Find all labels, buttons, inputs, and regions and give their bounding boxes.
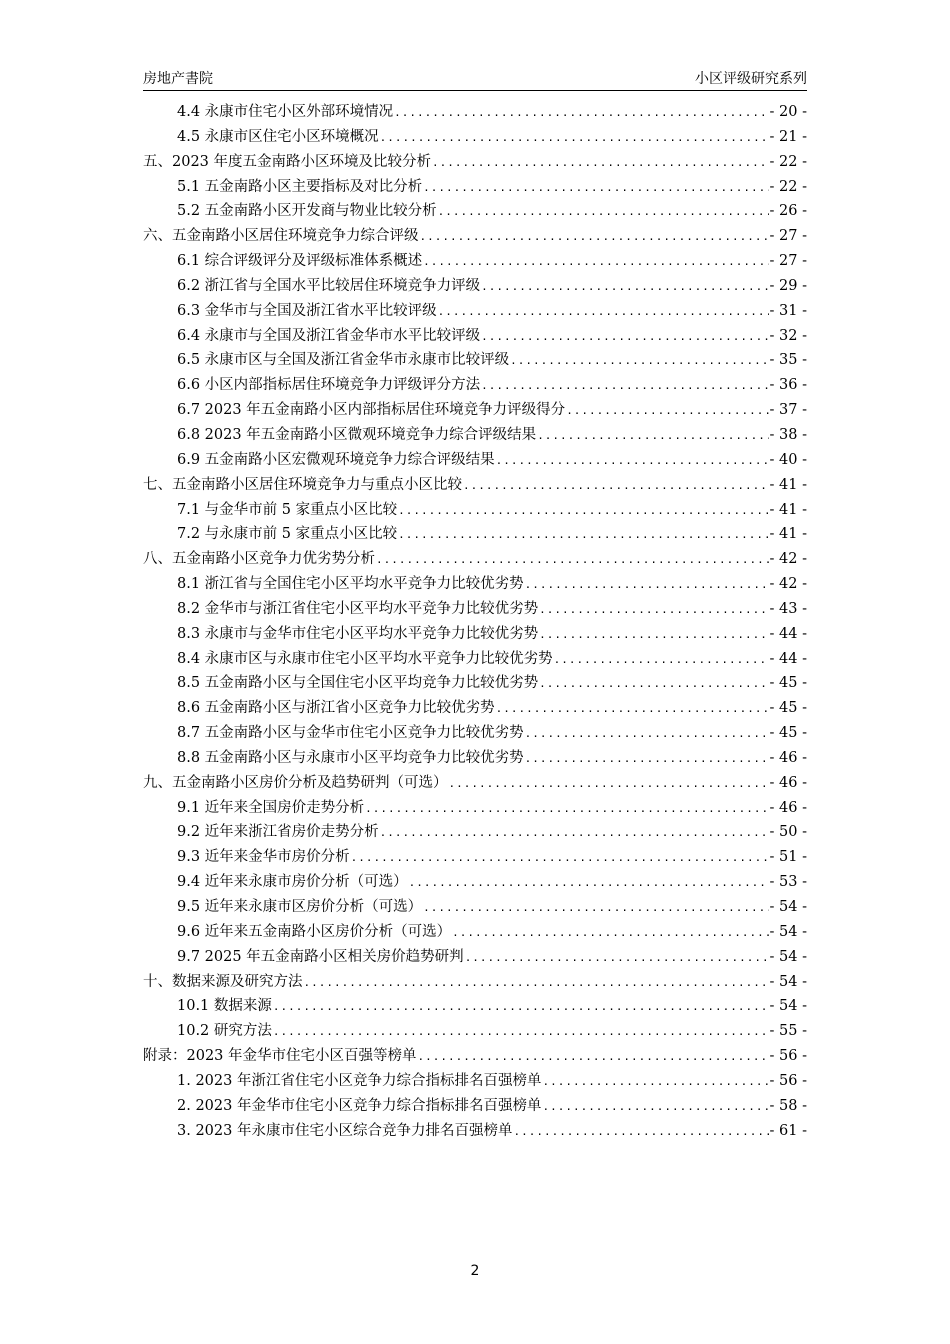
toc-dot-leader <box>513 1120 768 1145</box>
toc-entry-page: - 54 - <box>769 923 807 940</box>
toc-chapter-entry[interactable] <box>143 473 807 498</box>
page-number: 2 <box>470 1263 480 1279</box>
toc-dot-leader <box>525 722 769 747</box>
toc-dot-leader <box>409 871 769 896</box>
toc-entry-page: - 22 - <box>769 178 807 195</box>
toc-dot-leader <box>380 821 769 846</box>
toc-entry-page: - 45 - <box>769 675 807 692</box>
toc-entry-page: - 53 - <box>769 874 807 891</box>
toc-entry-title: 9.3 近年来金华市房价分析 <box>177 849 350 866</box>
toc-entry-title: 10.1 数据来源 <box>177 998 272 1015</box>
toc-dot-leader <box>465 946 769 971</box>
toc-entry-title: 1. 2023 年浙江省住宅小区竞争力综合指标排名百强榜单 <box>177 1072 542 1089</box>
toc-entry-page: - 58 - <box>769 1097 807 1114</box>
toc-dot-leader <box>376 548 769 573</box>
toc-entry-page: - 31 - <box>769 302 807 319</box>
toc-chapter-entry[interactable] <box>143 771 807 796</box>
toc-entry-title: 6.6 小区内部指标居住环境竞争力评级评分方法 <box>177 377 481 394</box>
toc-dot-leader <box>420 225 769 250</box>
toc-entry-page: - 44 - <box>769 650 807 667</box>
toc-section-entry[interactable] <box>143 398 807 423</box>
toc-dot-leader <box>273 1020 769 1045</box>
toc-entry-page: - 27 - <box>769 228 807 245</box>
toc-entry-page: - 27 - <box>769 253 807 270</box>
toc-entry-title: 2. 2023 年金华市住宅小区竞争力综合指标排名百强榜单 <box>177 1097 542 1114</box>
toc-entry-page: - 51 - <box>769 849 807 866</box>
toc-section-entry[interactable] <box>143 920 807 945</box>
toc-dot-leader <box>273 995 769 1020</box>
toc-dot-leader <box>398 523 768 548</box>
toc-section-entry[interactable] <box>143 1069 807 1094</box>
toc-entry-page: - 21 - <box>769 128 807 145</box>
toc-section-entry[interactable] <box>143 299 807 324</box>
toc-dot-leader <box>554 648 769 673</box>
toc-section-entry[interactable] <box>143 1094 807 1119</box>
toc-dot-leader <box>418 1045 769 1070</box>
toc-section-entry[interactable] <box>143 125 807 150</box>
toc-entry-title: 8.5 五金南路小区与全国住宅小区平均竞争力比较优劣势 <box>177 675 539 692</box>
toc-entry-title: 4.5 永康市区住宅小区环境概况 <box>177 128 379 145</box>
toc-entry-page: - 50 - <box>769 824 807 841</box>
page-header <box>143 66 807 91</box>
toc-section-entry[interactable] <box>143 870 807 895</box>
toc-entry-title: 6.2 浙江省与全国水平比较居住环境竞争力评级 <box>177 277 481 294</box>
toc-entry-title: 附录：2023 年金华市住宅小区百强等榜单 <box>143 1048 417 1065</box>
toc-entry-page: - 38 - <box>769 426 807 443</box>
toc-entry-title: 9.7 2025 年五金南路小区相关房价趋势研判 <box>177 948 464 965</box>
header-publisher: 房地产書院 <box>143 71 213 87</box>
toc-dot-leader <box>438 200 769 225</box>
toc-entry-title: 5.2 五金南路小区开发商与物业比较分析 <box>177 203 437 220</box>
toc-entry-page: - 41 - <box>769 526 807 543</box>
toc-entry-title: 5.1 五金南路小区主要指标及对比分析 <box>177 178 423 195</box>
toc-section-entry[interactable] <box>143 895 807 920</box>
toc-dot-leader <box>481 325 768 350</box>
toc-chapter-entry[interactable] <box>143 150 807 175</box>
toc-entry-page: - 36 - <box>769 377 807 394</box>
toc-entry-title: 六、五金南路小区居住环境竞争力综合评级 <box>143 228 419 245</box>
toc-chapter-entry[interactable] <box>143 1044 807 1069</box>
toc-entry-page: - 54 - <box>769 899 807 915</box>
toc-section-entry[interactable] <box>143 994 807 1019</box>
header-series-title: 小区评级研究系列 <box>695 71 807 87</box>
toc-entry-title: 6.5 永康市区与全国及浙江省金华市永康市比较评级 <box>177 352 510 369</box>
toc-entry-title: 8.1 浙江省与全国住宅小区平均水平竞争力比较优劣势 <box>177 576 524 593</box>
toc-entry-page: - 45 - <box>769 725 807 742</box>
toc-entry-page: - 40 - <box>769 451 807 468</box>
toc-entry-title: 9.5 近年来永康市区房价分析（可选） <box>177 899 423 915</box>
toc-section-entry[interactable] <box>143 249 807 274</box>
toc-dot-leader <box>449 772 769 797</box>
toc-dot-leader <box>423 250 768 275</box>
toc-entry-title: 8.2 金华市与浙江省住宅小区平均水平竞争力比较优劣势 <box>177 600 539 617</box>
toc-entry-title: 6.8 2023 年五金南路小区微观环境竞争力综合评级结果 <box>177 426 537 443</box>
toc-section-entry[interactable] <box>143 746 807 771</box>
toc-dot-leader <box>539 598 768 623</box>
toc-entry-title: 10.2 研究方法 <box>177 1023 272 1040</box>
toc-dot-leader <box>525 747 769 772</box>
toc-section-entry[interactable] <box>143 448 807 473</box>
toc-dot-leader <box>525 573 769 598</box>
toc-entry-title: 7.1 与金华市前 5 家重点小区比较 <box>177 501 398 518</box>
toc-entry-page: - 22 - <box>769 153 807 170</box>
toc-section-entry[interactable] <box>143 597 807 622</box>
toc-entry-page: - 41 - <box>769 501 807 518</box>
toc-section-entry[interactable] <box>143 423 807 448</box>
toc-entry-title: 4.4 永康市住宅小区外部环境情况 <box>177 104 394 120</box>
toc-section-entry[interactable] <box>143 522 807 547</box>
toc-dot-leader <box>452 921 768 946</box>
toc-entry-title: 9.6 近年来五金南路小区房价分析（可选） <box>177 923 452 940</box>
toc-entry-page: - 56 - <box>769 1048 807 1065</box>
toc-section-entry[interactable] <box>143 647 807 672</box>
toc-dot-leader <box>542 1070 768 1095</box>
toc-entry-title: 6.9 五金南路小区宏微观环境竞争力综合评级结果 <box>177 451 495 468</box>
toc-entry-page: - 56 - <box>769 1072 807 1089</box>
toc-section-entry[interactable] <box>143 721 807 746</box>
toc-section-entry[interactable] <box>143 671 807 696</box>
toc-dot-leader <box>539 623 768 648</box>
toc-section-entry[interactable] <box>143 100 807 125</box>
toc-entry-title: 十、数据来源及研究方法 <box>143 973 303 990</box>
toc-dot-leader <box>539 672 768 697</box>
toc-section-entry[interactable] <box>143 796 807 821</box>
toc-dot-leader <box>566 399 768 424</box>
toc-entry-page: - 54 - <box>769 998 807 1015</box>
toc-entry-title: 七、五金南路小区居住环境竞争力与重点小区比较 <box>143 476 462 493</box>
toc-entry-page: - 35 - <box>769 352 807 369</box>
toc-dot-leader <box>432 151 769 176</box>
toc-section-entry[interactable] <box>143 845 807 870</box>
toc-section-entry[interactable] <box>143 622 807 647</box>
toc-section-entry[interactable] <box>143 572 807 597</box>
toc-section-entry[interactable] <box>143 1019 807 1044</box>
toc-entry-title: 8.7 五金南路小区与金华市住宅小区竞争力比较优劣势 <box>177 725 524 742</box>
toc-section-entry[interactable] <box>143 324 807 349</box>
toc-entry-page: - 32 - <box>769 327 807 344</box>
toc-entry-page: - 41 - <box>769 476 807 493</box>
toc-section-entry[interactable] <box>143 175 807 200</box>
toc-entry-title: 五、2023 年度五金南路小区环境及比较分析 <box>143 153 432 170</box>
toc-entry-title: 八、五金南路小区竞争力优劣势分析 <box>143 551 375 568</box>
toc-dot-leader <box>537 424 768 449</box>
toc-entry-page: - 46 - <box>769 774 807 791</box>
toc-dot-leader <box>481 374 768 399</box>
table-of-contents <box>143 100 807 1143</box>
toc-entry-title: 九、五金南路小区房价分析及趋势研判（可选） <box>143 774 448 791</box>
toc-entry-title: 7.2 与永康市前 5 家重点小区比较 <box>177 526 398 543</box>
toc-chapter-entry[interactable] <box>143 224 807 249</box>
toc-entry-page: - 54 - <box>769 948 807 965</box>
toc-entry-title: 3. 2023 年永康市住宅小区综合竞争力排名百强榜单 <box>177 1122 513 1139</box>
toc-entry-page: - 46 - <box>769 799 807 816</box>
toc-entry-title: 6.4 永康市与全国及浙江省金华市水平比较评级 <box>177 327 481 344</box>
toc-entry-title: 8.8 五金南路小区与永康市小区平均竞争力比较优劣势 <box>177 749 524 766</box>
toc-dot-leader <box>496 697 769 722</box>
toc-entry-title: 9.2 近年来浙江省房价走势分析 <box>177 824 379 841</box>
toc-entry-page: - 29 - <box>769 277 807 294</box>
toc-entry-page: - 45 - <box>769 700 807 717</box>
toc-dot-leader <box>304 971 769 996</box>
toc-dot-leader <box>463 474 769 499</box>
toc-dot-leader <box>481 275 768 300</box>
toc-dot-leader <box>394 101 768 126</box>
toc-chapter-entry[interactable] <box>143 970 807 995</box>
toc-dot-leader <box>423 176 768 201</box>
toc-chapter-entry[interactable] <box>143 547 807 572</box>
toc-entry-title: 8.4 永康市区与永康市住宅小区平均水平竞争力比较优劣势 <box>177 650 553 667</box>
toc-dot-leader <box>423 896 768 921</box>
toc-entry-page: - 43 - <box>769 600 807 617</box>
toc-section-entry[interactable] <box>143 498 807 523</box>
toc-entry-title: 6.3 金华市与全国及浙江省水平比较评级 <box>177 302 437 319</box>
toc-entry-page: - 37 - <box>769 402 807 419</box>
toc-entry-page: - 44 - <box>769 625 807 642</box>
toc-section-entry[interactable] <box>143 1119 807 1144</box>
toc-dot-leader <box>542 1095 768 1120</box>
toc-entry-page: - 46 - <box>769 749 807 766</box>
toc-dot-leader <box>365 797 768 822</box>
toc-dot-leader <box>510 349 768 374</box>
toc-entry-page: - 54 - <box>769 973 807 990</box>
toc-dot-leader <box>496 449 769 474</box>
toc-dot-leader <box>351 846 769 871</box>
toc-entry-title: 6.7 2023 年五金南路小区内部指标居住环境竞争力评级得分 <box>177 402 566 419</box>
toc-section-entry[interactable] <box>143 945 807 970</box>
toc-section-entry[interactable] <box>143 199 807 224</box>
toc-section-entry[interactable] <box>143 696 807 721</box>
toc-entry-title: 9.1 近年来全国房价走势分析 <box>177 799 365 816</box>
toc-entry-title: 8.3 永康市与金华市住宅小区平均水平竞争力比较优劣势 <box>177 625 539 642</box>
toc-entry-page: - 42 - <box>769 576 807 593</box>
toc-section-entry[interactable] <box>143 373 807 398</box>
toc-entry-page: - 42 - <box>769 551 807 568</box>
toc-section-entry[interactable] <box>143 820 807 845</box>
toc-dot-leader <box>398 499 768 524</box>
toc-dot-leader <box>380 126 769 151</box>
toc-section-entry[interactable] <box>143 274 807 299</box>
toc-entry-title: 9.4 近年来永康市房价分析（可选） <box>177 874 408 891</box>
toc-dot-leader <box>438 300 769 325</box>
toc-section-entry[interactable] <box>143 348 807 373</box>
toc-entry-page: - 61 - <box>769 1122 807 1139</box>
toc-entry-title: 8.6 五金南路小区与浙江省小区竞争力比较优劣势 <box>177 700 495 717</box>
toc-entry-page: - 20 - <box>769 104 807 120</box>
toc-entry-title: 6.1 综合评级评分及评级标准体系概述 <box>177 253 423 270</box>
toc-entry-page: - 55 - <box>769 1023 807 1040</box>
toc-entry-page: - 26 - <box>769 203 807 220</box>
